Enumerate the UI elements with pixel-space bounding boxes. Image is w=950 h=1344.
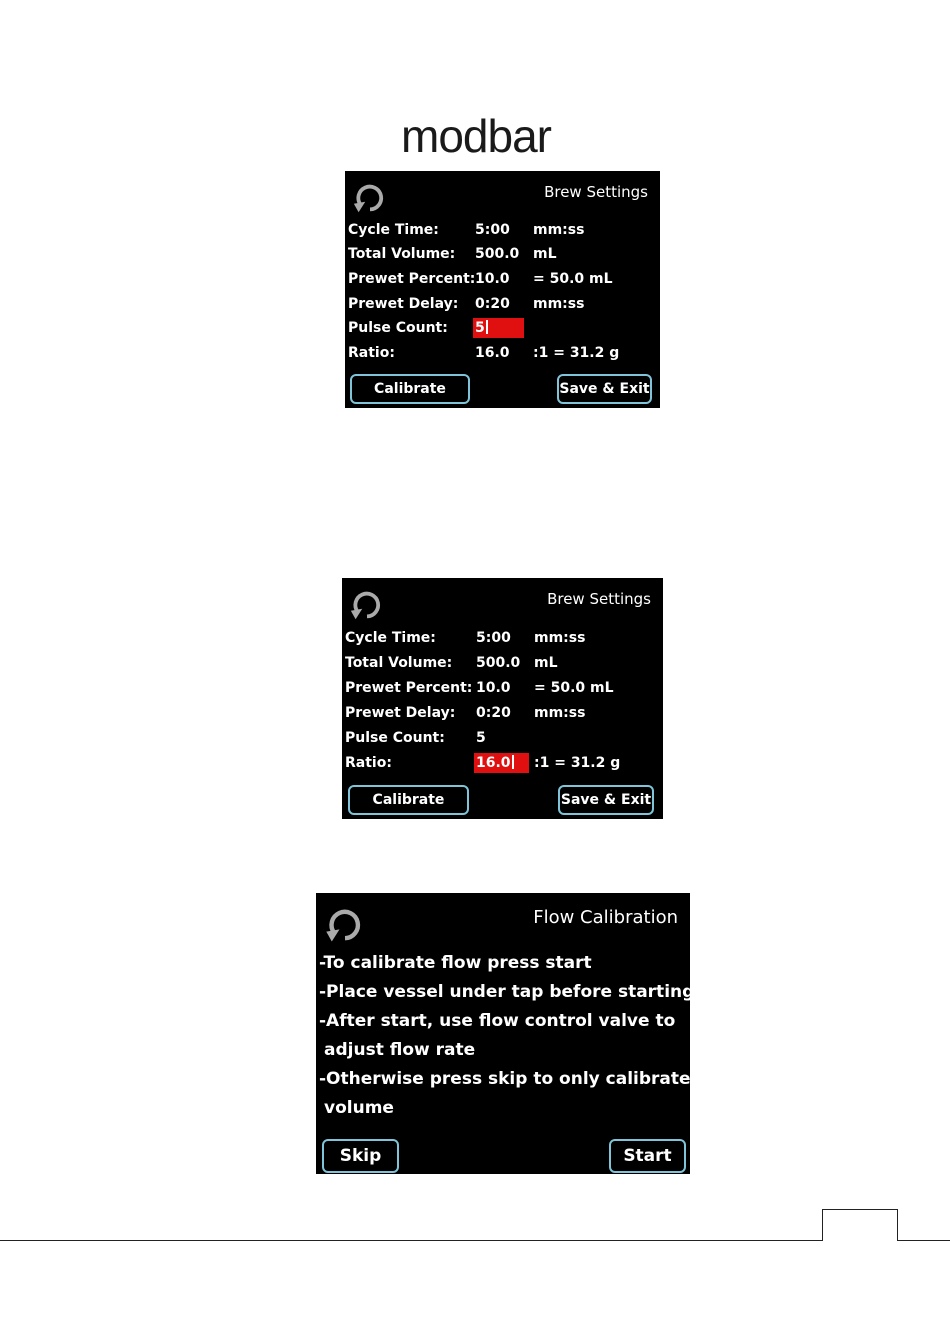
ratio-value[interactable]: 16.0 xyxy=(475,345,510,361)
total-volume-unit: mL xyxy=(533,246,557,262)
prewet-delay-label: Prewet Delay: xyxy=(348,296,459,312)
modbar-logo: modbar xyxy=(401,110,551,162)
cycle-time-unit: mm:ss xyxy=(534,630,586,646)
ratio-value: 16.0 xyxy=(476,755,511,771)
pulse-count-value[interactable]: 5 xyxy=(476,730,486,746)
cycle-time-label: Cycle Time: xyxy=(348,222,439,238)
prewet-delay-value[interactable]: 0:20 xyxy=(475,296,510,312)
total-volume-unit: mL xyxy=(534,655,558,671)
calibrate-button[interactable]: Calibrate xyxy=(348,785,469,815)
brew-settings-screen-pulse-count xyxy=(345,171,660,408)
prewet-percent-value[interactable]: 10.0 xyxy=(475,271,510,287)
ratio-label: Ratio: xyxy=(345,755,392,771)
prewet-percent-value[interactable]: 10.0 xyxy=(476,680,511,696)
prewet-percent-label: Prewet Percent: xyxy=(345,680,473,696)
instruction-line: -After start, use flow control valve to xyxy=(319,1011,676,1031)
instruction-line: -Otherwise press skip to only calibrate xyxy=(319,1069,691,1089)
cycle-time-value[interactable]: 5:00 xyxy=(476,630,511,646)
flow-calibration-screen xyxy=(316,893,695,1174)
calibrate-button[interactable]: Calibrate xyxy=(350,374,470,404)
total-volume-value[interactable]: 500.0 xyxy=(475,246,520,262)
instruction-line: adjust flow rate xyxy=(324,1040,476,1060)
prewet-delay-unit: mm:ss xyxy=(533,296,585,312)
pulse-count-label: Pulse Count: xyxy=(345,730,445,746)
total-volume-label: Total Volume: xyxy=(345,655,453,671)
brew-settings-screen-ratio xyxy=(342,578,663,819)
refresh-icon[interactable] xyxy=(323,903,367,947)
pulse-count-value: 5 xyxy=(475,320,485,336)
total-volume-label: Total Volume: xyxy=(348,246,456,262)
refresh-icon[interactable] xyxy=(348,586,386,624)
prewet-delay-label: Prewet Delay: xyxy=(345,705,456,721)
save-exit-button[interactable]: Save & Exit xyxy=(557,374,652,404)
cycle-time-value[interactable]: 5:00 xyxy=(475,222,510,238)
ratio-unit: :1 = 31.2 g xyxy=(533,345,620,361)
cycle-time-unit: mm:ss xyxy=(533,222,585,238)
ratio-label: Ratio: xyxy=(348,345,395,361)
instruction-line: volume xyxy=(324,1098,394,1118)
skip-button[interactable]: Skip xyxy=(322,1139,399,1173)
text-cursor xyxy=(512,755,514,769)
text-cursor xyxy=(486,320,488,334)
prewet-delay-unit: mm:ss xyxy=(534,705,586,721)
prewet-delay-value[interactable]: 0:20 xyxy=(476,705,511,721)
ratio-unit: :1 = 31.2 g xyxy=(534,755,621,771)
instruction-line: -To calibrate flow press start xyxy=(319,953,592,973)
screen-title: Brew Settings xyxy=(547,590,651,608)
refresh-icon[interactable] xyxy=(351,179,389,217)
screen-title: Flow Calibration xyxy=(533,907,678,928)
total-volume-value[interactable]: 500.0 xyxy=(476,655,521,671)
pulse-count-input[interactable] xyxy=(473,318,524,338)
page-number-box xyxy=(822,1209,898,1241)
footer-rule xyxy=(0,1240,950,1241)
start-button[interactable]: Start xyxy=(609,1139,686,1173)
prewet-percent-unit: = 50.0 mL xyxy=(533,271,613,287)
pulse-count-label: Pulse Count: xyxy=(348,320,448,336)
prewet-percent-label: Prewet Percent: xyxy=(348,271,476,287)
ratio-input[interactable] xyxy=(474,753,529,773)
cycle-time-label: Cycle Time: xyxy=(345,630,436,646)
instruction-line: -Place vessel under tap before starting xyxy=(319,982,695,1002)
prewet-percent-unit: = 50.0 mL xyxy=(534,680,614,696)
save-exit-button[interactable]: Save & Exit xyxy=(558,785,654,815)
screen-title: Brew Settings xyxy=(544,183,648,201)
